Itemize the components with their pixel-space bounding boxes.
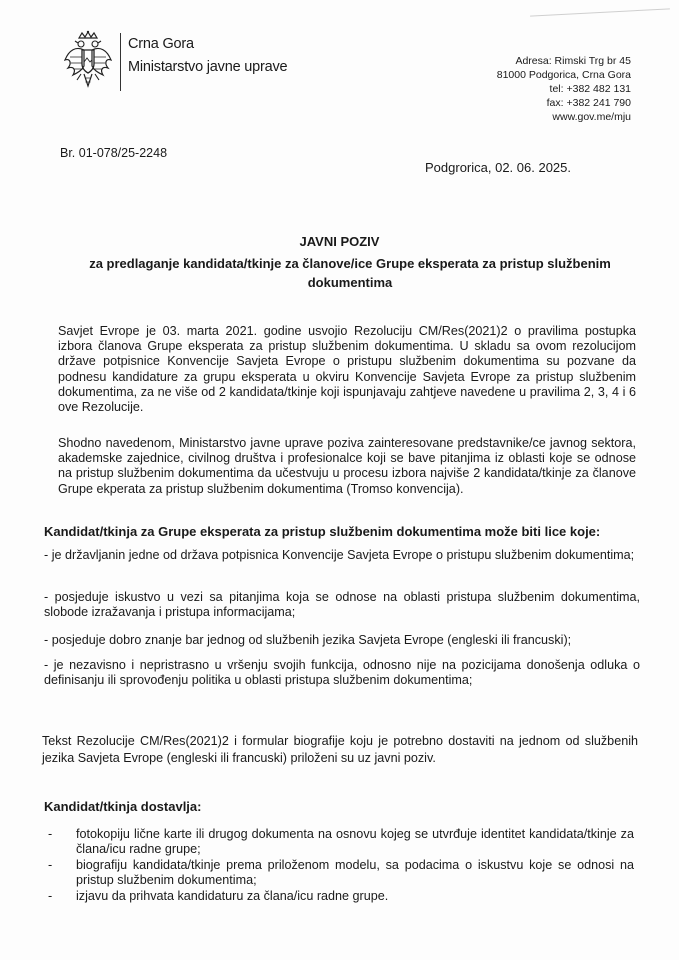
requirements-heading: Kandidat/tkinja za Grupe eksperata za pristup službenim dokumentima može biti lice koje: [44, 524, 601, 539]
address-phone: tel: +382 482 131 [549, 83, 631, 95]
requirement-item: - posjeduje iskustvo u vezi sa pitanjima koja se odnose na oblasti pristupa službenim dokumentima, slobode izražavanja i pristupa informacijama; [44, 590, 640, 620]
deliverable-item [44, 858, 634, 888]
requirement-item: - je državljanin jedne od država potpisnica Konvencije Savjeta Evrope o pristupu službenim dokumentima; [44, 548, 635, 562]
bullet-dash: - [48, 827, 53, 841]
deliverable-item [44, 889, 634, 904]
paragraph-attachments: Tekst Rezolucije CM/Res(2021)2 i formular biografije koju je potrebno dostaviti na jednom od službenih jezika Savjeta Evrope (engleski ili francuski) priloženi su uz javni poziv. [42, 734, 638, 765]
deliverables-heading: Kandidat/tkinja dostavlja: [44, 799, 202, 814]
bullet-dash: - [48, 858, 53, 872]
requirement-item: - je nezavisno i nepristrasno u vršenju svojih funkcija, odnosno nije na pozicijama donošenja odluka o definisanju ili sprovođenju politika u oblasti pristupa službenim dokumentima; [44, 658, 640, 688]
document-date: Podgrorica, 02. 06. 2025. [425, 160, 571, 175]
country-name: Crna Gora [128, 36, 194, 52]
address-city: 81000 Podgorica, Crna Gora [496, 69, 631, 81]
reference-number: Br. 01-078/25-2248 [60, 146, 168, 160]
ministry-name: Ministarstvo javne uprave [128, 59, 288, 75]
scan-mark [530, 8, 670, 16]
address-website: www.gov.me/mju [552, 111, 631, 123]
deliverables-list [44, 827, 634, 905]
deliverable-text: izjavu da prihvata kandidaturu za člana/icu radne grupe. [76, 889, 389, 903]
address-street: Adresa: Rimski Trg br 45 [515, 55, 631, 67]
address-fax: fax: +382 241 790 [546, 97, 631, 109]
paragraph-intro: Savjet Evrope je 03. marta 2021. godine usvojio Rezoluciju CM/Res(2021)2 o pravilima postupka izbora članova Grupe eksperata za pristup službenim dokumentima. U skladu sa ovom rezolucijom države potpisnice Konvencije Savjeta Evrope o pristupu službenim dokumentima su pozvane da podnesu kandidature za grupu eksperata u okviru Konvencije Savjeta Evrope za pristup službenim dokumentima, za ne više od 2 kandidata/tkinje koji ispunjavaju zahtjeve navedene u pravilima 2, 3, 4 i 6 ove Rezolucije. [58, 324, 636, 415]
bullet-dash: - [48, 889, 53, 903]
document-title: JAVNI POZIV [299, 234, 380, 249]
document-subtitle: za predlaganje kandidata/tkinje za članove/ice Grupe eksperata za pristup službenim dokumentima [89, 256, 611, 290]
paragraph-invitation: Shodno navedenom, Ministarstvo javne uprave poziva zainteresovane predstavnike/ce javnog sektora, akademske zajednice, civilnog društva i profesionalce koji se bave pitanjima iz oblasti koje se odnose na pristup službenim dokumentima da učestvuju u procesu izbora najviše 2 kandidata/tkinje za članove Grupe ekperata za pristup službenim dokumentima (Tromso konvencija). [58, 436, 636, 496]
address-block [497, 54, 631, 124]
deliverable-item [44, 827, 634, 857]
coat-of-arms-icon [62, 30, 114, 90]
header-divider [120, 33, 121, 91]
deliverable-text: biografiju kandidata/tkinje prema priloženom modelu, sa podacima o iskustvu koje se odnosi na pristup službenim dokumentima; [76, 858, 634, 887]
deliverable-text: fotokopiju lične karte ili drugog dokumenta na osnovu kojeg se utvrđuje identitet kandidata/tkinje za člana/icu radne grupe; [76, 827, 634, 856]
requirement-item: - posjeduje dobro znanje bar jednog od službenih jezika Savjeta Evrope (engleski ili francuski); [44, 633, 572, 647]
